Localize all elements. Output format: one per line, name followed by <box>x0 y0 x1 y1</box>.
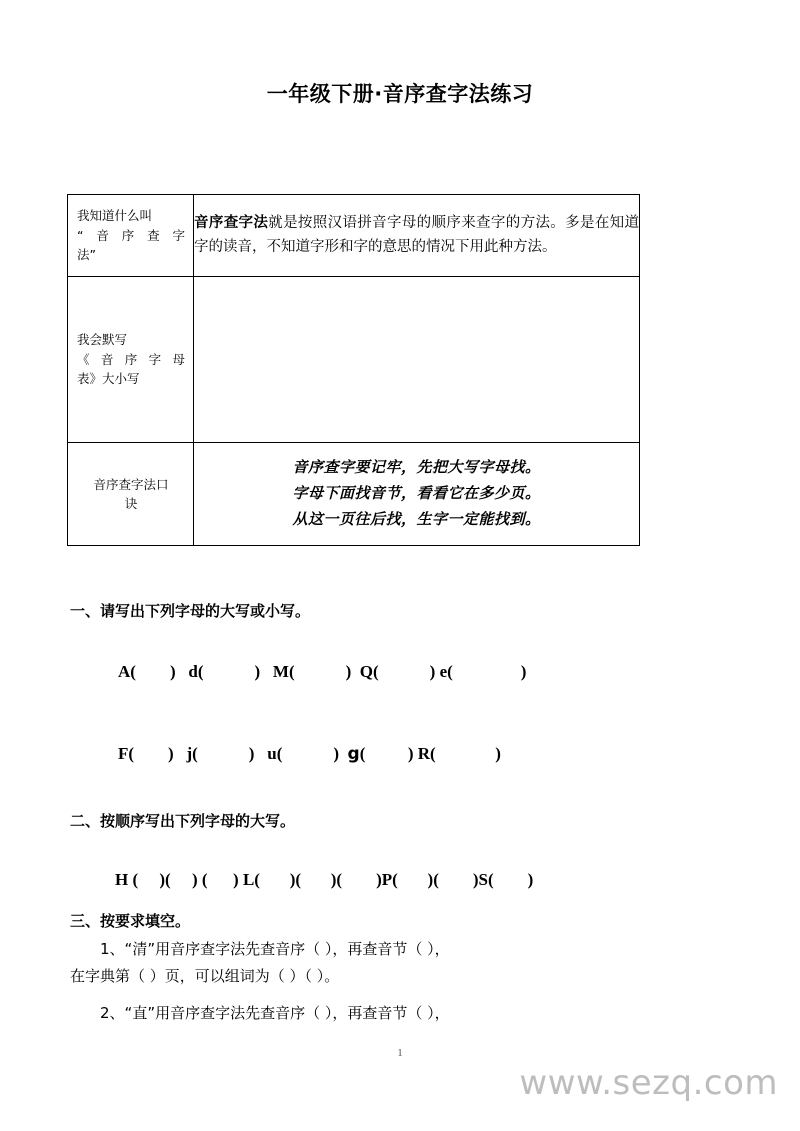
watermark: www.sezq.com <box>519 1063 778 1103</box>
letter-item <box>188 662 260 682</box>
letter-char: Q <box>359 662 374 681</box>
letter-blank[interactable]: ( ) <box>130 662 176 681</box>
label-line-2: “音序查字 <box>77 227 185 243</box>
letter-blank[interactable]: ( ) <box>359 744 414 763</box>
fill-in-item-2 <box>70 1000 750 1027</box>
definition-cell <box>194 195 640 277</box>
table-row-label-cell <box>68 443 194 546</box>
letter-char: g <box>347 744 360 764</box>
definition-body: 就是按照汉语拼音字母的顺序来查字的方法。多是在知道字的读音，不知道字形和字的意思的情况下用此种方法。 <box>194 215 640 255</box>
label-line-3: 表》大小写 <box>77 371 140 387</box>
letter-exercise-row-2 <box>118 744 501 764</box>
letter-blank[interactable]: ( ) <box>192 744 255 763</box>
verse-line-2: 字母下面找音节，看看它在多少页。 <box>292 484 541 503</box>
letter-char: R <box>417 744 431 763</box>
page-number: 1 <box>397 1047 403 1059</box>
label-line-2: 《音序字母 <box>77 351 185 367</box>
section-one-heading: 一、请写出下列字母的大写或小写。 <box>70 602 311 620</box>
letter-item <box>118 662 176 682</box>
label-line-2: 诀 <box>124 496 138 511</box>
table-row <box>68 195 640 277</box>
letter-blank[interactable]: ( ) <box>447 662 527 681</box>
label-line-3: 法” <box>77 247 96 263</box>
letter-item <box>267 744 339 764</box>
answer-area-alphabet[interactable] <box>194 277 640 443</box>
letter-blank[interactable]: ( ) <box>430 744 501 763</box>
label-line-1: 我会默写 <box>77 332 128 348</box>
letter-blank[interactable]: ( ) <box>373 662 436 681</box>
letter-exercise-row-1 <box>118 662 526 682</box>
knowledge-table <box>67 194 640 546</box>
letter-char: e <box>439 662 448 681</box>
label-line-1: 音序查字法口 <box>93 476 169 492</box>
fill-in-item-1 <box>70 936 750 989</box>
table-row-label-cell <box>68 277 194 443</box>
letter-sequence-exercise[interactable]: H ( )( ) ( ) L( )( )( )P( )( )S( ) <box>115 870 534 889</box>
label-text-group <box>68 324 193 394</box>
table-row <box>68 443 640 546</box>
fill-in-item-2-line-1[interactable]: 2、“直”用音序查字法先查音序（ ），再查音节（ ）， <box>100 1004 450 1022</box>
letter-item <box>273 662 351 682</box>
letter-item <box>360 662 436 682</box>
page-title: 一年级下册·音序查字法练习 <box>266 82 534 106</box>
letter-item <box>440 662 527 682</box>
section-two-heading: 二、按顺序写出下列字母的大写。 <box>70 812 296 830</box>
letter-blank[interactable]: ( ) <box>276 744 340 763</box>
fill-in-item-1-line-2[interactable]: 在字典第（ ）页，可以组词为（ ）（ ）。 <box>70 966 340 985</box>
letter-blank[interactable]: ( ) <box>128 744 174 763</box>
fill-in-item-1-line-1[interactable]: 1、“清”用音序查字法先查音序（ ），再查音节（ ）， <box>100 940 450 958</box>
letter-char: A <box>118 662 131 681</box>
letter-char: d <box>188 662 198 681</box>
letter-blank[interactable]: ( ) <box>197 662 261 681</box>
letter-char: j <box>186 744 193 763</box>
verse-line-3: 从这一页往后找，生字一定能找到。 <box>292 509 541 528</box>
label-line-1: 我知道什么叫 <box>77 208 153 224</box>
letter-char: u <box>267 744 277 763</box>
letter-item <box>186 744 254 764</box>
verse-line-1: 音序查字要记牢，先把大写字母找。 <box>292 458 541 477</box>
table-row <box>68 277 640 443</box>
letter-item <box>418 744 501 764</box>
letter-item <box>118 744 174 764</box>
label-text-group <box>68 469 193 520</box>
table-row-label-cell <box>68 195 194 277</box>
mnemonic-verse-cell <box>194 443 640 546</box>
label-text-group <box>68 200 193 270</box>
letter-item <box>348 744 414 764</box>
definition-term: 音序查字法 <box>194 215 269 232</box>
letter-char: M <box>272 662 289 681</box>
letter-char: F <box>118 744 129 763</box>
letter-blank[interactable]: ( ) <box>288 662 352 681</box>
section-three-heading: 三、按要求填空。 <box>70 912 191 930</box>
